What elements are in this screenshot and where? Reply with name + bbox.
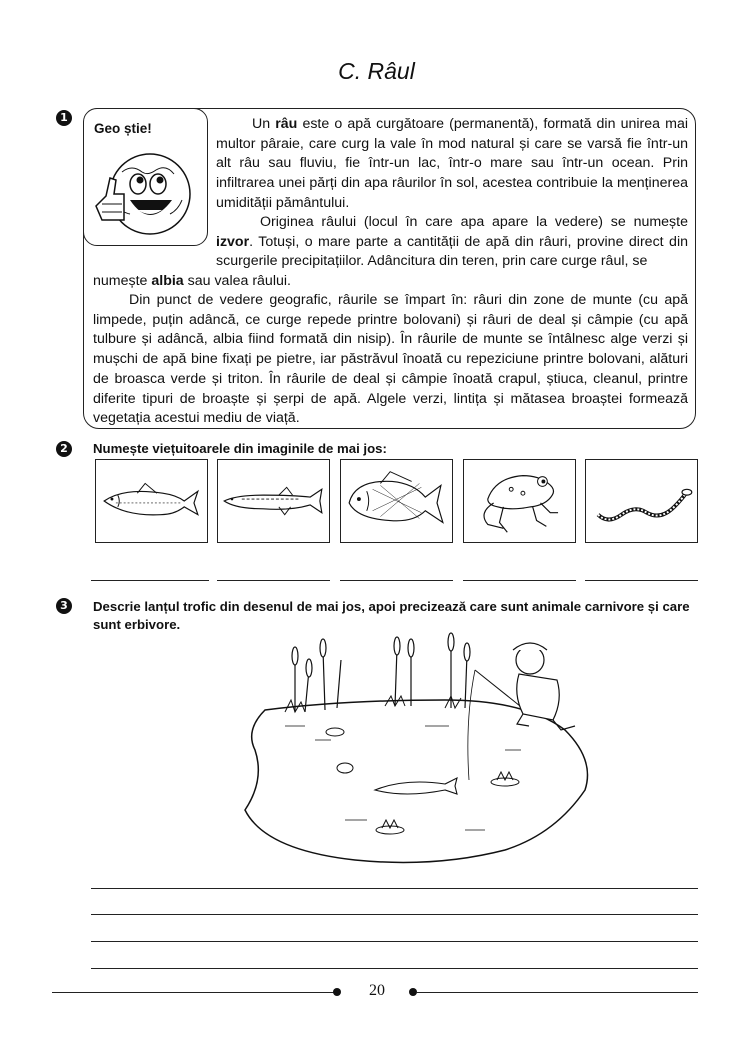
- image-pike: [217, 459, 330, 543]
- page-number: 20: [369, 982, 385, 999]
- exercise-number-2: 2: [56, 441, 72, 457]
- paragraph-2a: Originea râului (locul în care apa apare la vedere) se numește izvor. Totuși, o mare parte a cantității de apă din râuri, provine direct din scurgerile precipitațiilor. Adâncitura din teren, prin care curge râul, se: [216, 214, 688, 270]
- pond-food-chain-illustration: [225, 630, 595, 870]
- writing-line-4[interactable]: [91, 968, 698, 969]
- writing-line-1[interactable]: [91, 888, 698, 889]
- image-trout: [95, 459, 208, 543]
- page-title: C. Râul: [338, 58, 415, 84]
- question-3: Descrie lanțul trofic din desenul de mai jos, apoi precizează care sunt animale carnivore și care sunt erbivore.: [93, 599, 690, 632]
- geo-box: [83, 108, 208, 246]
- footer-dot-left: [333, 988, 341, 996]
- snake-icon: [586, 460, 697, 542]
- paragraph-2b: numește albia sau valea râului.: [93, 273, 291, 289]
- answer-line-4[interactable]: [463, 580, 576, 581]
- trout-icon: [96, 460, 207, 542]
- pike-icon: [218, 460, 329, 542]
- paragraph-1: Un râu este o apă curgătoare (permanentă), formată din unirea mai multor pâraie, care curg la vale în mod natural și care se varsă fie într-un alt râu sau fluviu, fie într-un lac, într-o mare sau într-un ocean. Prin infiltrarea unei părți din apa râurilor în sol, acestea contribuie la menținerea umidității pământului.: [216, 116, 688, 211]
- image-frog: [463, 459, 576, 543]
- writing-line-3[interactable]: [91, 941, 698, 942]
- geo-box-title: Geo știe!: [94, 121, 152, 136]
- paragraph-3: Din punct de vedere geografic, râurile se împart în: râuri din zone de munte (cu apă limpede, puțin adâncă, ce curge repede printre bolovani) și râuri de deal și câmpie (cu apă tulbure și adâncă, albia fiind formată din nisip). În râurile de munte se întâlnesc alge verzi și mușchi de apă bine fixați pe pietre, iar păstrăvul înoată cu repeziciune printre bolovani, alături de broasca verde și triton. În râurile de deal și câmpie înoată crapul, știuca, cleanul, printre diferite tipuri de broaște și șerpi de apă. Algele verzi, lintița și mătasea broaștei formează vegetația acestui mediu de viață.: [93, 292, 688, 427]
- answer-line-2[interactable]: [217, 580, 330, 581]
- carp-icon: [341, 460, 452, 542]
- writing-line-2[interactable]: [91, 914, 698, 915]
- exercise-number-3: 3: [56, 598, 72, 614]
- image-snake: [585, 459, 698, 543]
- question-2: Numește viețuitoarele din imaginile de mai jos:: [93, 441, 387, 456]
- frog-icon: [464, 460, 575, 542]
- exercise-number-1: 1: [56, 110, 72, 126]
- footer-rule-left: [52, 992, 337, 993]
- globe-mascot-icon: [92, 144, 200, 242]
- image-carp: [340, 459, 453, 543]
- answer-line-1[interactable]: [91, 580, 209, 581]
- answer-line-3[interactable]: [340, 580, 453, 581]
- answer-line-5[interactable]: [585, 580, 698, 581]
- footer-rule-right: [416, 992, 698, 993]
